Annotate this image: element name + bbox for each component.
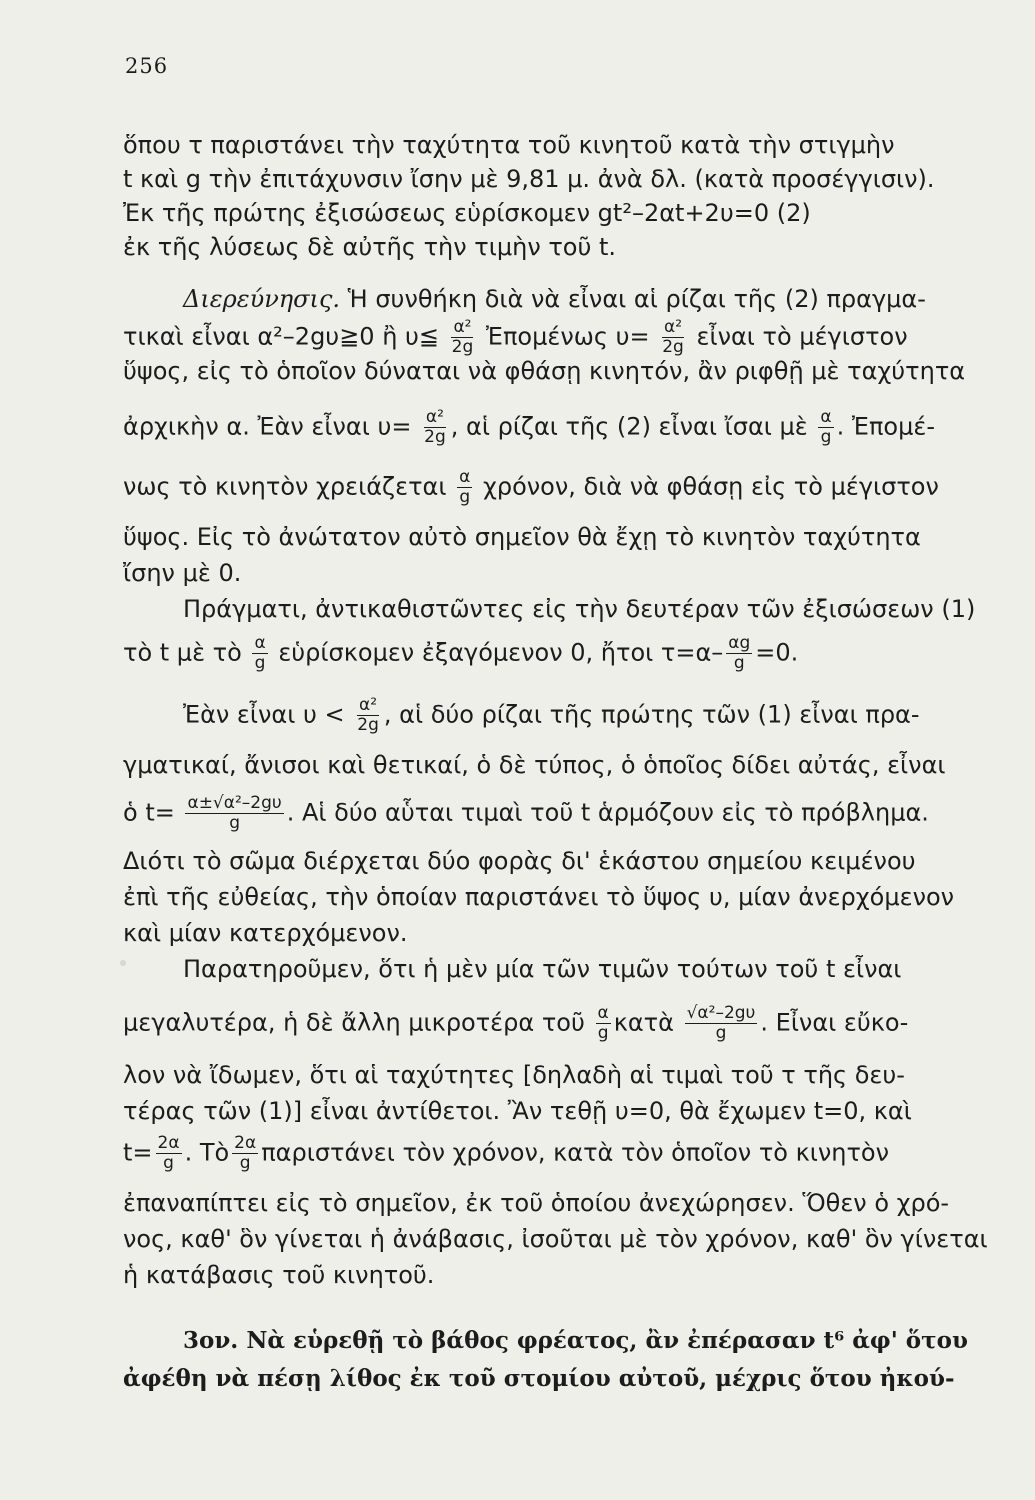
text-line: Ἐὰν εἶναι υ < $\frac{\text{α²}}{2g}$ , αἱ δύο ρίζαι τῆς πρώτης τῶν (1) εἶναι πρα-	[183, 695, 920, 735]
text-line: ὅπου τ παριστάνει τὴν ταχύτητα τοῦ κινητοῦ κατὰ τὴν στιγμὴν	[123, 131, 895, 159]
fraction: $\frac{2\alpha}{g}$	[234, 1133, 257, 1173]
fraction: $\frac{\alpha g}{g}$	[728, 633, 751, 673]
text-line: λον νὰ ἴδωμεν, ὅτι αἱ ταχύτητες [δηλαδὴ αἱ τιμαὶ τοῦ τ τῆς δευ-	[123, 1061, 905, 1089]
fraction: $\frac{\alpha}{g}$	[459, 467, 471, 507]
text-line: Διερεύνησις. Ἡ συνθήκη διὰ νὰ εἶναι αἱ ρίζαι τῆς (2) πραγμα-	[183, 285, 926, 313]
fraction: $\frac{\alpha}{g}$	[254, 633, 266, 673]
text-line: Πράγματι, ἀντικαθιστῶντες εἰς τὴν δευτέραν τῶν ἐξισώσεων (1)	[183, 595, 976, 623]
section-heading: Διερεύνησις.	[183, 285, 341, 313]
text-line: Παρατηροῦμεν, ὅτι ἡ μὲν μία τῶν τιμῶν τούτων τοῦ t εἶναι	[183, 955, 902, 983]
text-line: Ἐκ τῆς πρώτης ἐξισώσεως εὑρίσκομεν gt²–2αt+2υ=0 (2)	[123, 199, 811, 227]
text-line: τέρας τῶν (1)] εἶναι ἀντίθετοι. Ἂν τεθῇ υ=0, θὰ ἔχωμεν t=0, καὶ	[123, 1097, 912, 1125]
page-number: 256	[125, 54, 169, 78]
fraction: $\frac{\text{α±√α²–2gυ}}{g}$	[187, 793, 282, 833]
text-line: Διότι τὸ σῶμα διέρχεται δύο φορὰς δι' ἑκάστου σημείου κειμένου	[123, 847, 916, 875]
text-line: γματικαί, ἄνισοι καὶ θετικαί, ὁ δὲ τύπος, ὁ ὁποῖος δίδει αὐτάς, εἶναι	[123, 751, 946, 779]
text-line: ὁ t= $\frac{\text{α±√α²–2gυ}}{g}$ . Αἱ δύο αὗται τιμαὶ τοῦ t ἁρμόζουν εἰς τὸ πρόβλημα.	[123, 793, 929, 833]
text-line: ὕψος, εἰς τὸ ὁποῖον δύναται νὰ φθάσῃ κινητόν, ἂν ριφθῇ μὲ ταχύτητα	[123, 357, 966, 385]
text-line: ἡ κατάβασις τοῦ κινητοῦ.	[123, 1261, 435, 1289]
text-line: νως τὸ κινητὸν χρειάζεται $\frac{\alpha}{g}$ χρόνον, διὰ νὰ φθάσῃ εἰς τὸ μέγιστον	[123, 467, 939, 507]
problem-heading: 3ον. Νὰ εὑρεθῇ τὸ βάθος φρέατος, ἂν ἐπέρασαν t⁶ ἀφ' ὅτου	[183, 1327, 968, 1354]
text-line: t= $\frac{2\alpha}{g}$ . Τὸ $\frac{2\alpha}{g}$ παριστάνει τὸν χρόνον, κατὰ τὸν ὁποῖον τὸ κινητὸν	[123, 1133, 890, 1173]
fraction: $\frac{\text{α²}}{2g}$	[451, 317, 474, 357]
text-line: ἐπὶ τῆς εὐθείας, τὴν ὁποίαν παριστάνει τὸ ὕψος υ, μίαν ἀνερχόμενον	[123, 883, 955, 911]
text-line: ἴσην μὲ 0.	[123, 559, 242, 587]
paper-spot	[120, 960, 126, 966]
text-line: τικαὶ εἶναι α²–2gυ≧0 ἢ υ≦ $\frac{\text{α²}}{2g}$ Ἐπομένως υ= $\frac{\text{α²}}{2g}$ εἶναι τὸ μέγιστον	[123, 317, 908, 357]
text-line: καὶ μίαν κατερχόμενον.	[123, 919, 408, 947]
problem-heading: ἀφέθη νὰ πέσῃ λίθος ἐκ τοῦ στομίου αὐτοῦ, μέχρις ὅτου ἠκού-	[123, 1365, 955, 1392]
fraction: $\frac{2\alpha}{g}$	[157, 1133, 180, 1173]
text-line: ἐκ τῆς λύσεως δὲ αὐτῆς τὴν τιμὴν τοῦ t.	[123, 233, 617, 261]
fraction: $\frac{\alpha}{g}$	[820, 407, 832, 447]
text-line: μεγαλυτέρα, ἡ δὲ ἄλλη μικροτέρα τοῦ $\frac{\alpha}{g}$ κατὰ $\frac{\text{√α²–2gυ}}{g}$ . Εἶναι εὔκο-	[123, 1003, 909, 1043]
text-line: νος, καθ' ὃν γίνεται ἡ ἀνάβασις, ἰσοῦται μὲ τὸν χρόνον, καθ' ὃν γίνεται	[123, 1225, 988, 1253]
fraction: $\frac{\alpha}{g}$	[597, 1003, 609, 1043]
text-line: t καὶ g τὴν ἐπιτάχυνσιν ἴσην μὲ 9,81 μ. ἀνὰ δλ. (κατὰ προσέγγισιν).	[123, 165, 935, 193]
text-line: ὕψος. Εἰς τὸ ἀνώτατον αὐτὸ σημεῖον θὰ ἔχῃ τὸ κινητὸν ταχύτητα	[123, 523, 921, 551]
text-line: τὸ t μὲ τὸ $\frac{\alpha}{g}$ εὑρίσκομεν ἐξαγόμενον 0, ἤτοι τ=α– $\frac{\alpha g}{g}$ =0.	[123, 633, 799, 673]
fraction: $\frac{\text{α²}}{2g}$	[357, 695, 379, 735]
fraction: $\frac{\text{√α²–2gυ}}{g}$	[686, 1003, 756, 1043]
fraction: $\frac{\text{α²}}{2g}$	[662, 317, 684, 357]
text-line: ἐπαναπίπτει εἰς τὸ σημεῖον, ἐκ τοῦ ὁποίου ἀνεχώρησεν. Ὅθεν ὁ χρό-	[123, 1189, 950, 1217]
fraction: $\frac{\text{α²}}{2g}$	[424, 407, 446, 447]
text-line: ἀρχικὴν α. Ἐὰν εἶναι υ= $\frac{\text{α²}}{2g}$ , αἱ ρίζαι τῆς (2) εἶναι ἴσαι μὲ $\frac{\alpha}{g}$ . Ἐπομέ-	[123, 407, 935, 447]
